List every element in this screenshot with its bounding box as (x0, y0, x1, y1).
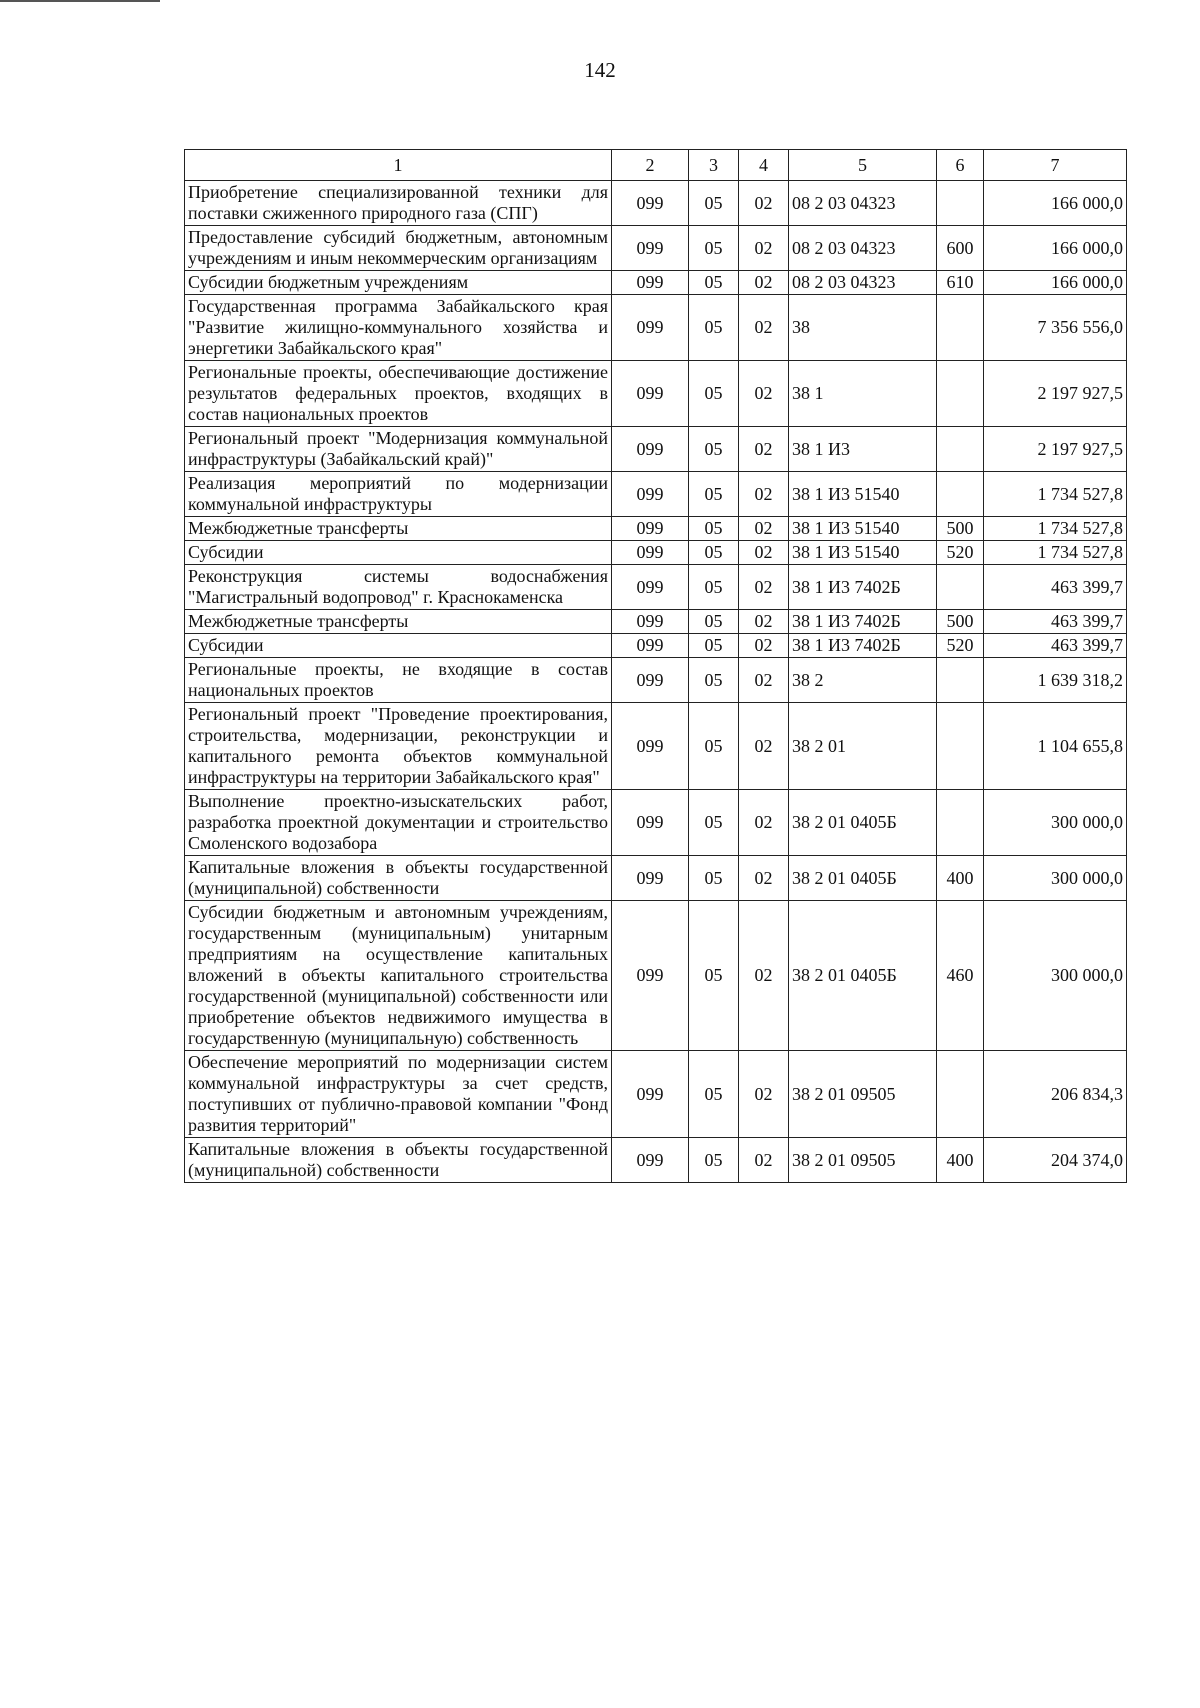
admin-code: 099 (612, 541, 689, 565)
section-code: 05 (689, 1051, 739, 1138)
amount: 2 197 927,5 (984, 361, 1127, 427)
section-code: 05 (689, 472, 739, 517)
expense-type-code: 520 (937, 541, 984, 565)
subsection-code: 02 (739, 1051, 789, 1138)
amount: 1 734 527,8 (984, 517, 1127, 541)
expense-type-code (937, 361, 984, 427)
item-name: Предоставление субсидий бюджетным, автономным учреждениям и иным некоммерческим организациям (185, 226, 612, 271)
target-article-code: 38 2 01 0405Б (789, 901, 937, 1051)
item-name: Межбюджетные трансферты (185, 610, 612, 634)
admin-code: 099 (612, 181, 689, 226)
target-article-code: 38 2 01 09505 (789, 1051, 937, 1138)
table-row (185, 361, 1127, 427)
subsection-code: 02 (739, 790, 789, 856)
amount: 463 399,7 (984, 565, 1127, 610)
scan-edge-mark (0, 0, 160, 2)
section-code: 05 (689, 703, 739, 790)
item-name: Реализация мероприятий по модернизации коммунальной инфраструктуры (185, 472, 612, 517)
item-name: Субсидии (185, 634, 612, 658)
admin-code: 099 (612, 703, 689, 790)
section-code: 05 (689, 658, 739, 703)
item-name: Региональный проект "Модернизация коммунальной инфраструктуры (Забайкальский край)" (185, 427, 612, 472)
item-name: Реконструкция системы водоснабжения "Магистральный водопровод" г. Краснокаменска (185, 565, 612, 610)
expense-type-code: 500 (937, 517, 984, 541)
section-code: 05 (689, 634, 739, 658)
subsection-code: 02 (739, 1138, 789, 1183)
admin-code: 099 (612, 1051, 689, 1138)
table-row (185, 856, 1127, 901)
admin-code: 099 (612, 565, 689, 610)
table-row (185, 703, 1127, 790)
target-article-code: 38 1 И3 7402Б (789, 610, 937, 634)
expense-type-code (937, 565, 984, 610)
amount: 1 104 655,8 (984, 703, 1127, 790)
expense-type-code: 400 (937, 856, 984, 901)
header-col-3: 3 (689, 150, 739, 181)
target-article-code: 38 2 01 09505 (789, 1138, 937, 1183)
admin-code: 099 (612, 361, 689, 427)
section-code: 05 (689, 901, 739, 1051)
subsection-code: 02 (739, 361, 789, 427)
table-row (185, 634, 1127, 658)
target-article-code: 08 2 03 04323 (789, 181, 937, 226)
table-row (185, 658, 1127, 703)
expense-type-code: 460 (937, 901, 984, 1051)
target-article-code: 38 1 И3 7402Б (789, 634, 937, 658)
item-name: Субсидии (185, 541, 612, 565)
admin-code: 099 (612, 295, 689, 361)
table-row (185, 226, 1127, 271)
item-name: Субсидии бюджетным учреждениям (185, 271, 612, 295)
amount: 166 000,0 (984, 226, 1127, 271)
subsection-code: 02 (739, 181, 789, 226)
budget-table (184, 149, 1127, 1183)
section-code: 05 (689, 856, 739, 901)
table-row (185, 901, 1127, 1051)
expense-type-code (937, 295, 984, 361)
header-col-4: 4 (739, 150, 789, 181)
page-number: 142 (584, 58, 616, 82)
admin-code: 099 (612, 517, 689, 541)
section-code: 05 (689, 226, 739, 271)
item-name: Межбюджетные трансферты (185, 517, 612, 541)
subsection-code: 02 (739, 517, 789, 541)
amount: 300 000,0 (984, 790, 1127, 856)
table-row (185, 472, 1127, 517)
item-name: Капитальные вложения в объекты государственной (муниципальной) собственности (185, 856, 612, 901)
table-row (185, 517, 1127, 541)
subsection-code: 02 (739, 295, 789, 361)
table-row (185, 565, 1127, 610)
expense-type-code: 400 (937, 1138, 984, 1183)
expense-type-code (937, 427, 984, 472)
table-row (185, 610, 1127, 634)
amount: 300 000,0 (984, 901, 1127, 1051)
admin-code: 099 (612, 1138, 689, 1183)
admin-code: 099 (612, 271, 689, 295)
amount: 1 734 527,8 (984, 472, 1127, 517)
item-name: Государственная программа Забайкальского края "Развитие жилищно-коммунального хозяйства и энергетики Забайкальского края" (185, 295, 612, 361)
section-code: 05 (689, 361, 739, 427)
section-code: 05 (689, 271, 739, 295)
section-code: 05 (689, 517, 739, 541)
amount: 1 639 318,2 (984, 658, 1127, 703)
expense-type-code (937, 703, 984, 790)
table-row (185, 271, 1127, 295)
table-row (185, 1138, 1127, 1183)
target-article-code: 08 2 03 04323 (789, 226, 937, 271)
admin-code: 099 (612, 790, 689, 856)
expense-type-code (937, 1051, 984, 1138)
subsection-code: 02 (739, 856, 789, 901)
header-col-6: 6 (937, 150, 984, 181)
admin-code: 099 (612, 658, 689, 703)
section-code: 05 (689, 181, 739, 226)
table-row (185, 1051, 1127, 1138)
target-article-code: 38 2 01 0405Б (789, 790, 937, 856)
expense-type-code (937, 472, 984, 517)
target-article-code: 38 1 И3 51540 (789, 541, 937, 565)
section-code: 05 (689, 1138, 739, 1183)
subsection-code: 02 (739, 472, 789, 517)
expense-type-code: 500 (937, 610, 984, 634)
amount: 463 399,7 (984, 634, 1127, 658)
expense-type-code: 600 (937, 226, 984, 271)
item-name: Субсидии бюджетным и автономным учреждениям, государственным (муниципальным) унитарным предприятиям на осуществление капитальных вложений в объекты капитального строительства государственной (муниципальной) собственности или приобретение объектов недвижимого имущества в государственную (муниципальную) собственность (185, 901, 612, 1051)
amount: 300 000,0 (984, 856, 1127, 901)
subsection-code: 02 (739, 427, 789, 472)
subsection-code: 02 (739, 271, 789, 295)
subsection-code: 02 (739, 610, 789, 634)
header-col-5: 5 (789, 150, 937, 181)
table-row (185, 541, 1127, 565)
target-article-code: 08 2 03 04323 (789, 271, 937, 295)
section-code: 05 (689, 541, 739, 565)
item-name: Приобретение специализированной техники для поставки сжиженного природного газа (СПГ) (185, 181, 612, 226)
item-name: Региональный проект "Проведение проектирования, строительства, модернизации, реконструкции и капитального ремонта объектов коммунальной инфраструктуры на территории Забайкальского края" (185, 703, 612, 790)
expense-type-code (937, 181, 984, 226)
amount: 7 356 556,0 (984, 295, 1127, 361)
section-code: 05 (689, 427, 739, 472)
item-name: Выполнение проектно-изыскательских работ, разработка проектной документации и строительство Смоленского водозабора (185, 790, 612, 856)
admin-code: 099 (612, 427, 689, 472)
target-article-code: 38 1 (789, 361, 937, 427)
header-row (185, 150, 1127, 181)
item-name: Региональные проекты, не входящие в состав национальных проектов (185, 658, 612, 703)
target-article-code: 38 2 01 0405Б (789, 856, 937, 901)
admin-code: 099 (612, 634, 689, 658)
table-row (185, 295, 1127, 361)
target-article-code: 38 1 И3 51540 (789, 472, 937, 517)
admin-code: 099 (612, 856, 689, 901)
target-article-code: 38 1 И3 (789, 427, 937, 472)
target-article-code: 38 1 И3 51540 (789, 517, 937, 541)
table-row (185, 427, 1127, 472)
subsection-code: 02 (739, 634, 789, 658)
section-code: 05 (689, 790, 739, 856)
target-article-code: 38 (789, 295, 937, 361)
item-name: Региональные проекты, обеспечивающие достижение результатов федеральных проектов, входящих в состав национальных проектов (185, 361, 612, 427)
amount: 463 399,7 (984, 610, 1127, 634)
section-code: 05 (689, 610, 739, 634)
admin-code: 099 (612, 901, 689, 1051)
subsection-code: 02 (739, 901, 789, 1051)
admin-code: 099 (612, 472, 689, 517)
subsection-code: 02 (739, 541, 789, 565)
header-col-1: 1 (185, 150, 612, 181)
section-code: 05 (689, 295, 739, 361)
amount: 166 000,0 (984, 271, 1127, 295)
item-name: Капитальные вложения в объекты государственной (муниципальной) собственности (185, 1138, 612, 1183)
subsection-code: 02 (739, 226, 789, 271)
header-col-7: 7 (984, 150, 1127, 181)
amount: 204 374,0 (984, 1138, 1127, 1183)
amount: 1 734 527,8 (984, 541, 1127, 565)
target-article-code: 38 2 01 (789, 703, 937, 790)
table-row (185, 181, 1127, 226)
item-name: Обеспечение мероприятий по модернизации систем коммунальной инфраструктуры за счет средств, поступивших от публично-правовой компании "Фонд развития территорий" (185, 1051, 612, 1138)
expense-type-code (937, 790, 984, 856)
amount: 166 000,0 (984, 181, 1127, 226)
subsection-code: 02 (739, 703, 789, 790)
table-row (185, 790, 1127, 856)
subsection-code: 02 (739, 565, 789, 610)
target-article-code: 38 1 И3 7402Б (789, 565, 937, 610)
header-col-2: 2 (612, 150, 689, 181)
amount: 206 834,3 (984, 1051, 1127, 1138)
subsection-code: 02 (739, 658, 789, 703)
expense-type-code: 520 (937, 634, 984, 658)
admin-code: 099 (612, 610, 689, 634)
admin-code: 099 (612, 226, 689, 271)
amount: 2 197 927,5 (984, 427, 1127, 472)
expense-type-code: 610 (937, 271, 984, 295)
target-article-code: 38 2 (789, 658, 937, 703)
section-code: 05 (689, 565, 739, 610)
expense-type-code (937, 658, 984, 703)
